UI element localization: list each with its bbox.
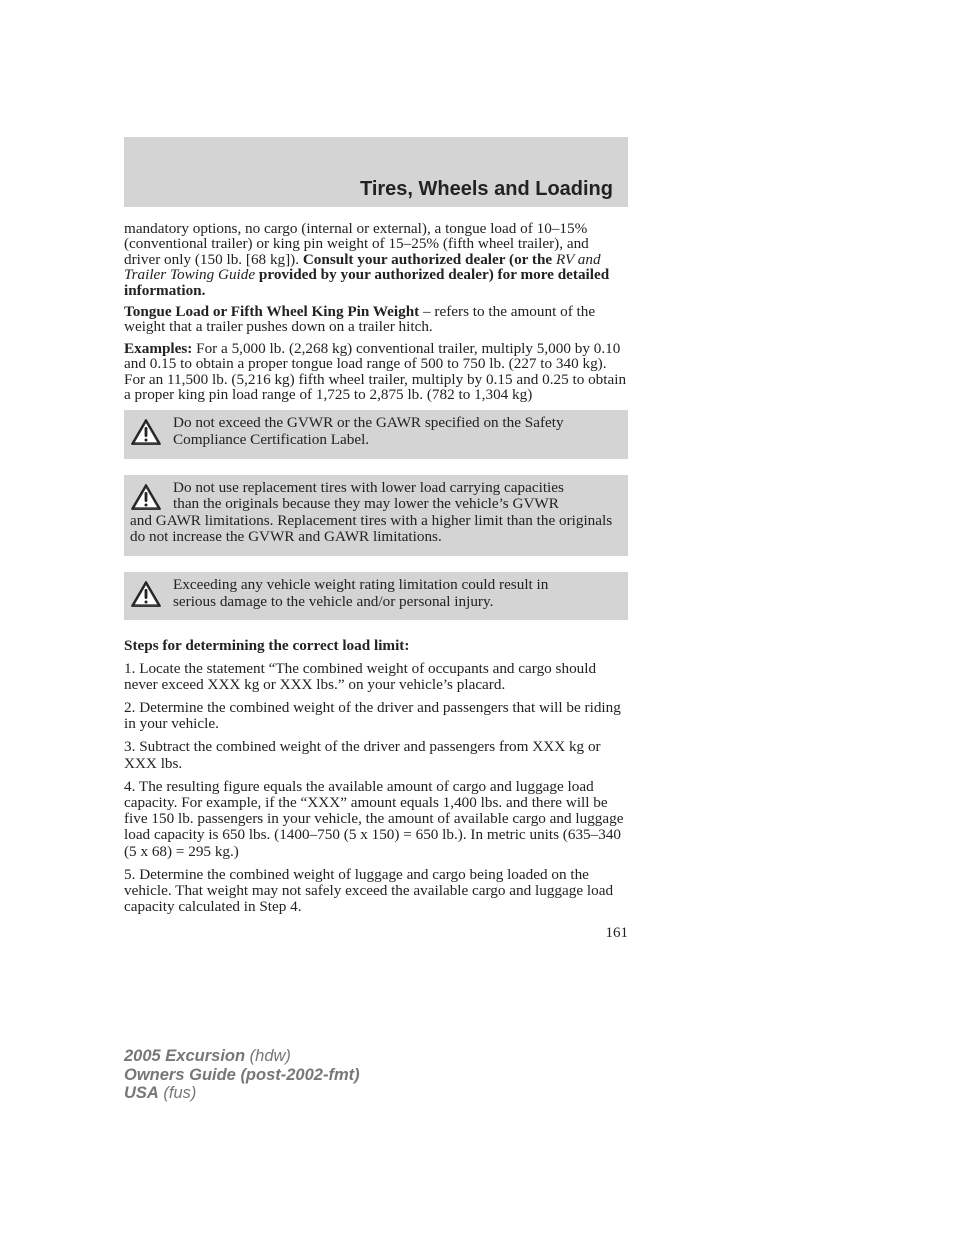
warning-box-gvwr xyxy=(124,410,628,458)
tongue-load-paragraph xyxy=(124,304,628,335)
intro-paragraph xyxy=(124,221,628,298)
warning-line: than the originals because they may lower the vehicle’s GVWR xyxy=(173,495,559,513)
step-item: 3. Subtract the combined weight of the driver and passengers from XXX kg or XXX lbs. xyxy=(124,738,601,772)
intro-bold-b: provided by your authorized dealer) for more detailed information. xyxy=(124,266,610,299)
footer-guide: Owners Guide (post-2002-fmt) xyxy=(124,1065,360,1084)
warning-line: Do not exceed the GVWR or the GAWR specified on the Safety xyxy=(173,414,564,432)
warning-box-replacement-tires xyxy=(124,475,628,556)
footer-market: USA xyxy=(124,1084,159,1102)
warning-triangle-icon xyxy=(130,580,162,608)
warning-triangle-icon xyxy=(130,483,162,511)
examples-label: Examples: xyxy=(124,339,193,357)
intro-italic-title: RV and Trailer Towing Guide xyxy=(124,250,601,284)
step-item: 4. The resulting figure equals the available amount of cargo and luggage load capacity. For example, if the “XXX” amount equals 1,400 lbs. and there will be five 150 lb. passengers in your vehicle, the amount of available cargo and luggage load capacity is 650 lbs. (1400–750 (5 x 150) = 650 lb.). In metric units (635–340 (5 x 68) = 295 kg.) xyxy=(124,777,624,860)
examples-paragraph xyxy=(124,341,628,403)
intro-text: mandatory options, no cargo (internal or external), a tongue load of 10–15% (conventional trailer) or king pin weight of 15–25% (fifth wheel trailer), and driver only (150 lb. [68 kg]). xyxy=(124,220,589,268)
section-header xyxy=(124,137,628,207)
steps-title: Steps for determining the correct load limit: xyxy=(124,637,410,655)
footer-model: 2005 Excursion xyxy=(124,1047,246,1065)
warning-line: Compliance Certification Label. xyxy=(173,431,370,449)
footer-market-code: (fus) xyxy=(158,1084,197,1102)
warning-line: serious damage to the vehicle and/or personal injury. xyxy=(173,592,494,610)
tongue-load-term: Tongue Load or Fifth Wheel King Pin Weight xyxy=(124,303,420,321)
page-content xyxy=(124,221,628,922)
page-number: 161 xyxy=(605,925,628,941)
warning-line: Do not use replacement tires with lower load carrying capacities xyxy=(173,478,564,496)
intro-bold-a: Consult your authorized dealer (or the xyxy=(302,250,556,268)
section-title: Tires, Wheels and Loading xyxy=(359,178,613,200)
document-footer xyxy=(124,1047,360,1103)
warning-triangle-icon xyxy=(130,418,162,446)
warning-text xyxy=(130,480,620,546)
step-item: 2. Determine the combined weight of the driver and passengers that will be riding in your vehicle. xyxy=(124,699,621,733)
warning-box-weight-rating xyxy=(124,572,628,620)
step-item: 5. Determine the combined weight of luggage and cargo being loaded on the vehicle. That weight may not safely exceed the available cargo and luggage load capacity calculated in Step 4. xyxy=(124,865,614,916)
warning-line: and GAWR limitations. Replacement tires with a higher limit than the originals do not increase the GVWR and GAWR limitations. xyxy=(130,511,613,546)
warning-text xyxy=(130,415,620,448)
tongue-load-definition: – refers to the amount of the weight that a trailer pushes down on a trailer hitch. xyxy=(124,303,596,336)
examples-text: For a 5,000 lb. (2,268 kg) conventional trailer, multiply 5,000 by 0.10 and 0.15 to obtain a proper tongue load range of 500 to 750 lb. (227 to 340 kg). For an 11,500 lb. (5,216 kg) fifth wheel trailer, multiply by 0.15 and 0.25 to obtain a proper king pin load range of 1,725 to 2,875 lb. (782 to 1,304 kg) xyxy=(124,339,627,404)
warning-line: Exceeding any vehicle weight rating limitation could result in xyxy=(173,576,549,594)
step-item: 1. Locate the statement “The combined weight of occupants and cargo should never exceed XXX kg or XXX lbs.” on your vehicle’s placard. xyxy=(124,659,597,693)
warning-text xyxy=(130,577,620,610)
footer-model-code: (hdw) xyxy=(245,1047,291,1065)
